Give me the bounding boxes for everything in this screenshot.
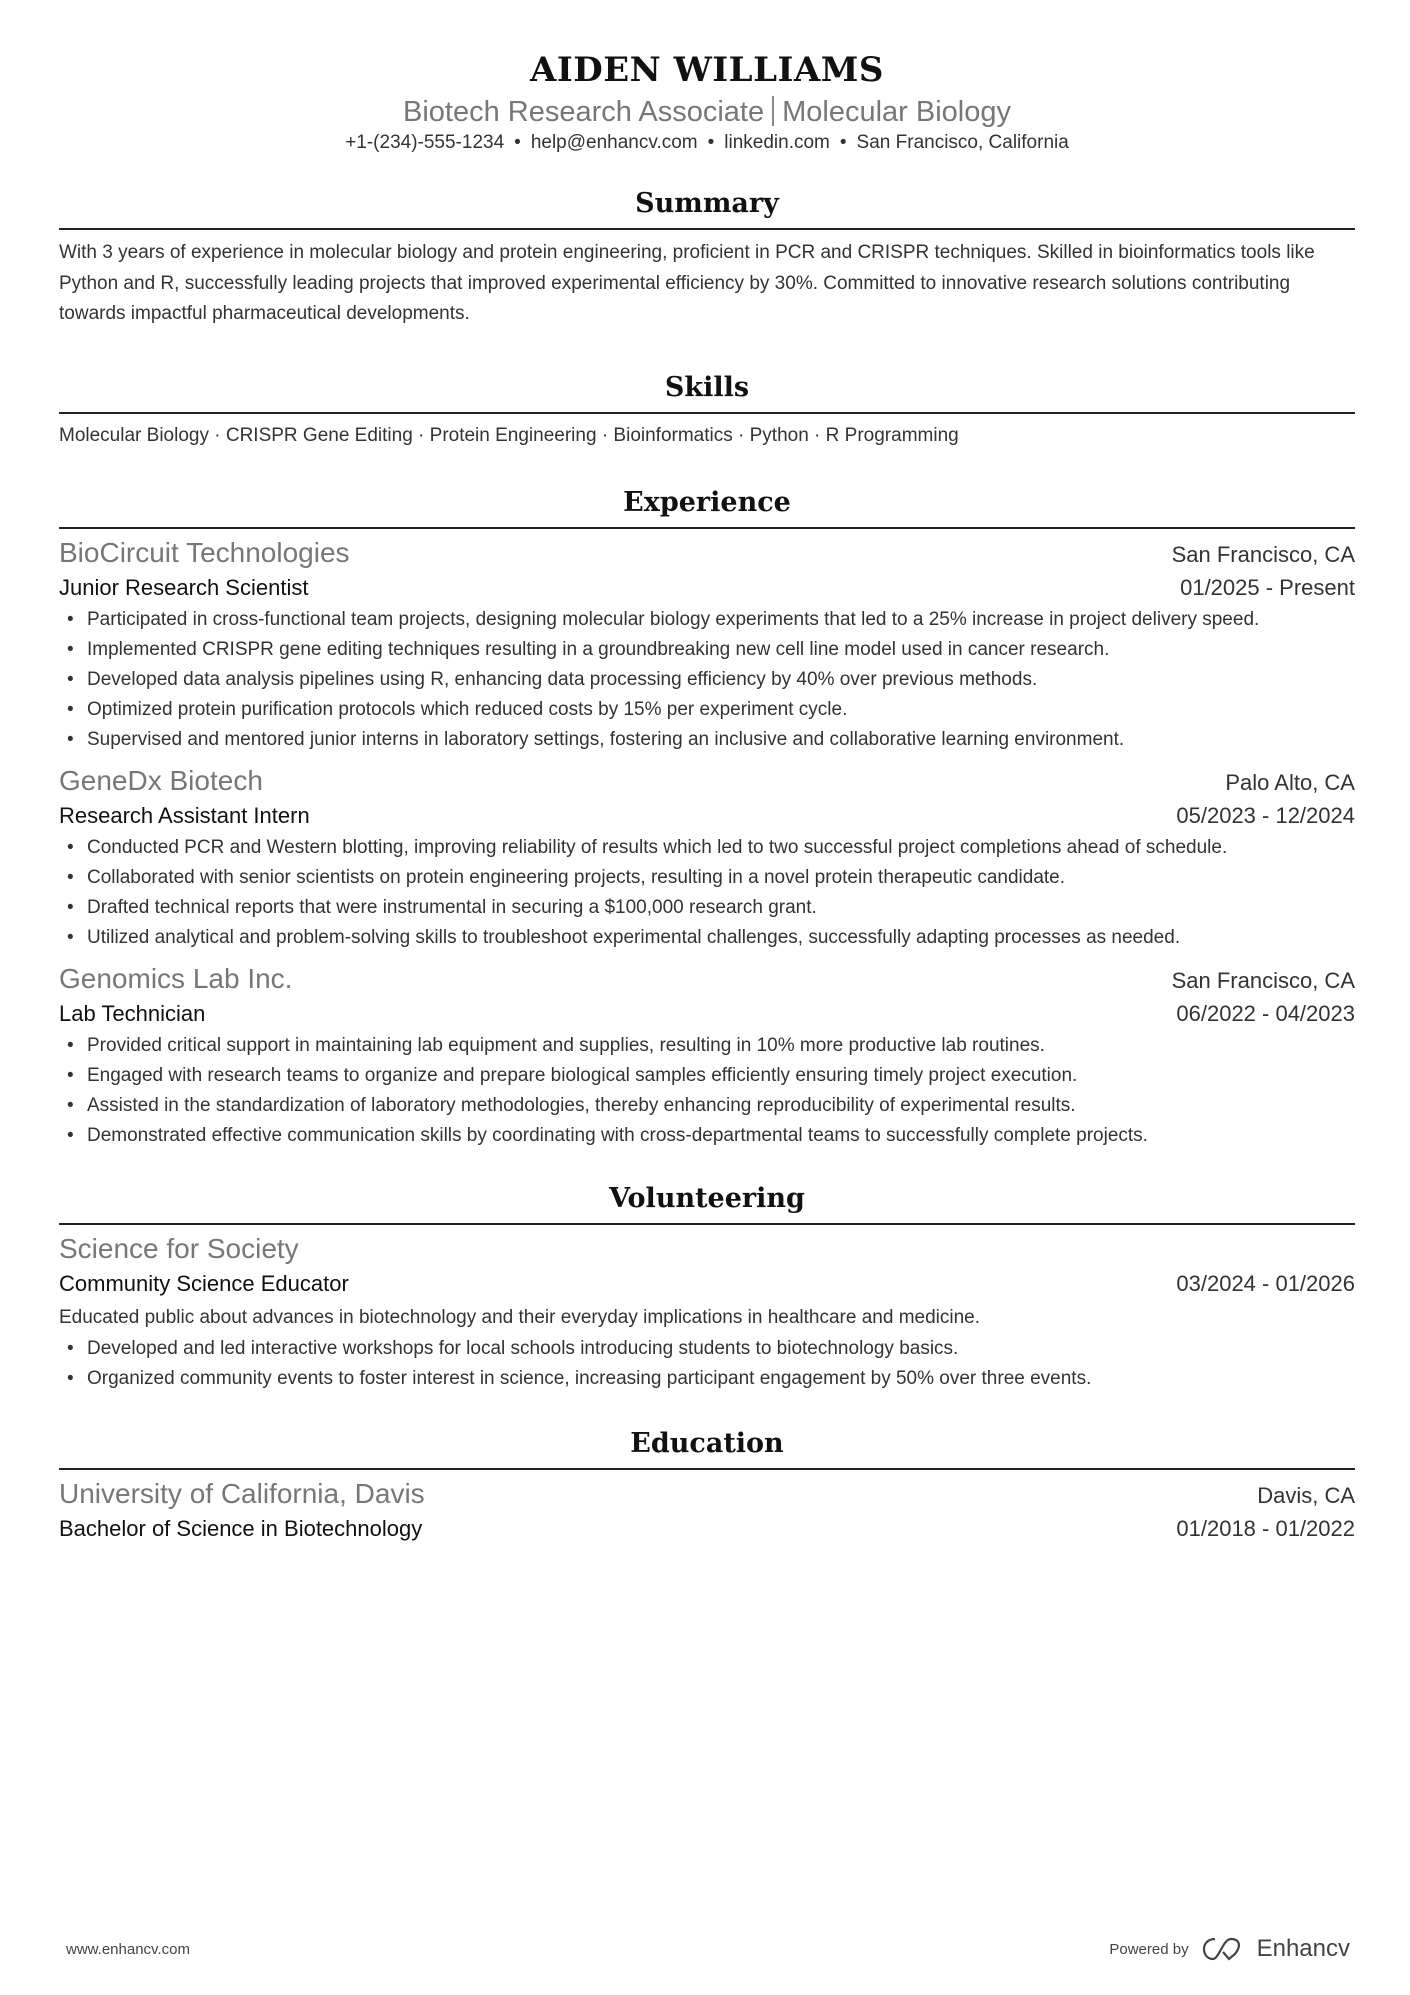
job-dates: 01/2025 - Present <box>1180 575 1355 600</box>
job-location: San Francisco, CA <box>1171 542 1355 567</box>
job-entry <box>59 763 1355 953</box>
bullet: • Demonstrated effective communication skills by coordinating with cross-departmental teams to successfully complete projects. <box>59 1121 1355 1151</box>
job-entry <box>59 535 1355 755</box>
education-entry <box>59 1476 1355 1546</box>
linkedin[interactable]: linkedin.com <box>724 132 830 153</box>
volunteering-heading: Volunteering <box>59 1181 1355 1225</box>
enhancv-brand: Enhancv <box>1256 1935 1350 1962</box>
company-name: Genomics Lab Inc. <box>59 963 293 994</box>
school-location: Davis, CA <box>1257 1482 1355 1508</box>
title-divider <box>772 96 774 126</box>
bullet: • Supervised and mentored junior interns in laboratory settings, fostering an inclusive and collaborative learning environment. <box>59 725 1355 755</box>
bullet: • Collaborated with senior scientists on protein engineering projects, resulting in a novel protein therapeutic candidate. <box>59 863 1355 893</box>
education-heading: Education <box>59 1426 1355 1470</box>
bullet: • Assisted in the standardization of laboratory methodologies, thereby enhancing reproducibility of experimental results. <box>59 1091 1355 1121</box>
candidate-title <box>59 94 1355 130</box>
bullet: • Developed data analysis pipelines using R, enhancing data processing efficiency by 40% over previous methods. <box>59 665 1355 695</box>
job-role: Junior Research Scientist <box>59 575 309 600</box>
company-name: BioCircuit Technologies <box>59 537 350 568</box>
bullet: • Utilized analytical and problem-solving skills to troubleshoot experimental challenges, successfully adapting processes as needed. <box>59 923 1355 953</box>
experience-heading: Experience <box>59 485 1355 529</box>
volunteer-description: Educated public about advances in biotechnology and their everyday implications in healthcare and medicine. <box>59 1307 981 1328</box>
bullet: • Participated in cross-functional team projects, designing molecular biology experiments that led to a 25% increase in project delivery speed. <box>59 605 1355 635</box>
powered-by <box>1109 1935 1350 1963</box>
resume-page <box>59 0 1355 1546</box>
summary-text: With 3 years of experience in molecular biology and protein engineering, proficient in PCR and CRISPR techniques. Skilled in bioinformatics tools like Python and R, successfully leading projects that improved experimental efficiency by 30%. Committed to innovative research solutions contributing towards impactful pharmaceutical developments. <box>59 242 1315 324</box>
job-dates: 06/2022 - 04/2023 <box>1176 1001 1355 1026</box>
powered-by-label: Powered by <box>1109 1940 1189 1958</box>
degree: Bachelor of Science in Biotechnology <box>59 1515 423 1541</box>
job-location: San Francisco, CA <box>1171 968 1355 993</box>
bullet: • Developed and led interactive workshops for local schools introducing students to biotechnology basics. <box>59 1334 1355 1364</box>
candidate-name: AIDEN WILLIAMS <box>530 50 884 90</box>
enhancv-logo-icon <box>1201 1936 1245 1962</box>
job-bullets <box>59 605 1355 755</box>
school-name: University of California, Davis <box>59 1477 425 1509</box>
location: San Francisco, California <box>856 132 1069 153</box>
bullet: • Engaged with research teams to organize and prepare biological samples efficiently ensuring timely project execution. <box>59 1061 1355 1091</box>
job-role: Research Assistant Intern <box>59 803 310 828</box>
job-dates: 05/2023 - 12/2024 <box>1176 803 1355 828</box>
job-bullets <box>59 833 1355 953</box>
email[interactable]: help@enhancv.com <box>530 132 698 153</box>
skills-heading: Skills <box>59 370 1355 414</box>
job-location: Palo Alto, CA <box>1225 770 1355 795</box>
footer <box>66 1935 1350 1963</box>
experience-list <box>59 535 1355 1151</box>
volunteer-dates: 03/2024 - 01/2026 <box>1176 1271 1355 1296</box>
bullet: • Provided critical support in maintaining lab equipment and supplies, resulting in 10% more productive lab routines. <box>59 1031 1355 1061</box>
company-name: GeneDx Biotech <box>59 765 263 796</box>
volunteer-role: Community Science Educator <box>59 1271 349 1296</box>
contact-info <box>59 130 1355 156</box>
bullet: • Organized community events to foster interest in science, increasing participant engagement by 50% over three events. <box>59 1364 1355 1394</box>
job-role: Lab Technician <box>59 1001 206 1026</box>
title-secondary: Molecular Biology <box>782 96 1011 128</box>
bullet: • Implemented CRISPR gene editing techniques resulting in a groundbreaking new cell line model used in cancer research. <box>59 635 1355 665</box>
phone: +1-(234)-555-1234 <box>345 132 505 153</box>
volunteer-org: Science for Society <box>59 1233 299 1264</box>
bullet: • Conducted PCR and Western blotting, improving reliability of results which led to two successful project completions ahead of schedule. <box>59 833 1355 863</box>
volunteering-entry <box>59 1231 1355 1394</box>
footer-website[interactable]: www.enhancv.com <box>66 1940 190 1958</box>
bullet: • Optimized protein purification protocols which reduced costs by 15% per experiment cycle. <box>59 695 1355 725</box>
bullet: • Drafted technical reports that were instrumental in securing a $100,000 research grant. <box>59 893 1355 923</box>
skills-text: Molecular Biology · CRISPR Gene Editing · Protein Engineering · Bioinformatics · Python · R Programming <box>59 424 959 446</box>
summary-heading: Summary <box>59 186 1355 230</box>
separator-dot: • <box>707 132 715 153</box>
volunteer-bullets <box>59 1334 1355 1394</box>
separator-dot: • <box>839 132 847 153</box>
education-dates: 01/2018 - 01/2022 <box>1176 1515 1355 1541</box>
job-entry <box>59 961 1355 1151</box>
separator-dot: • <box>514 132 521 153</box>
job-bullets <box>59 1031 1355 1151</box>
title-primary: Biotech Research Associate <box>403 96 765 128</box>
